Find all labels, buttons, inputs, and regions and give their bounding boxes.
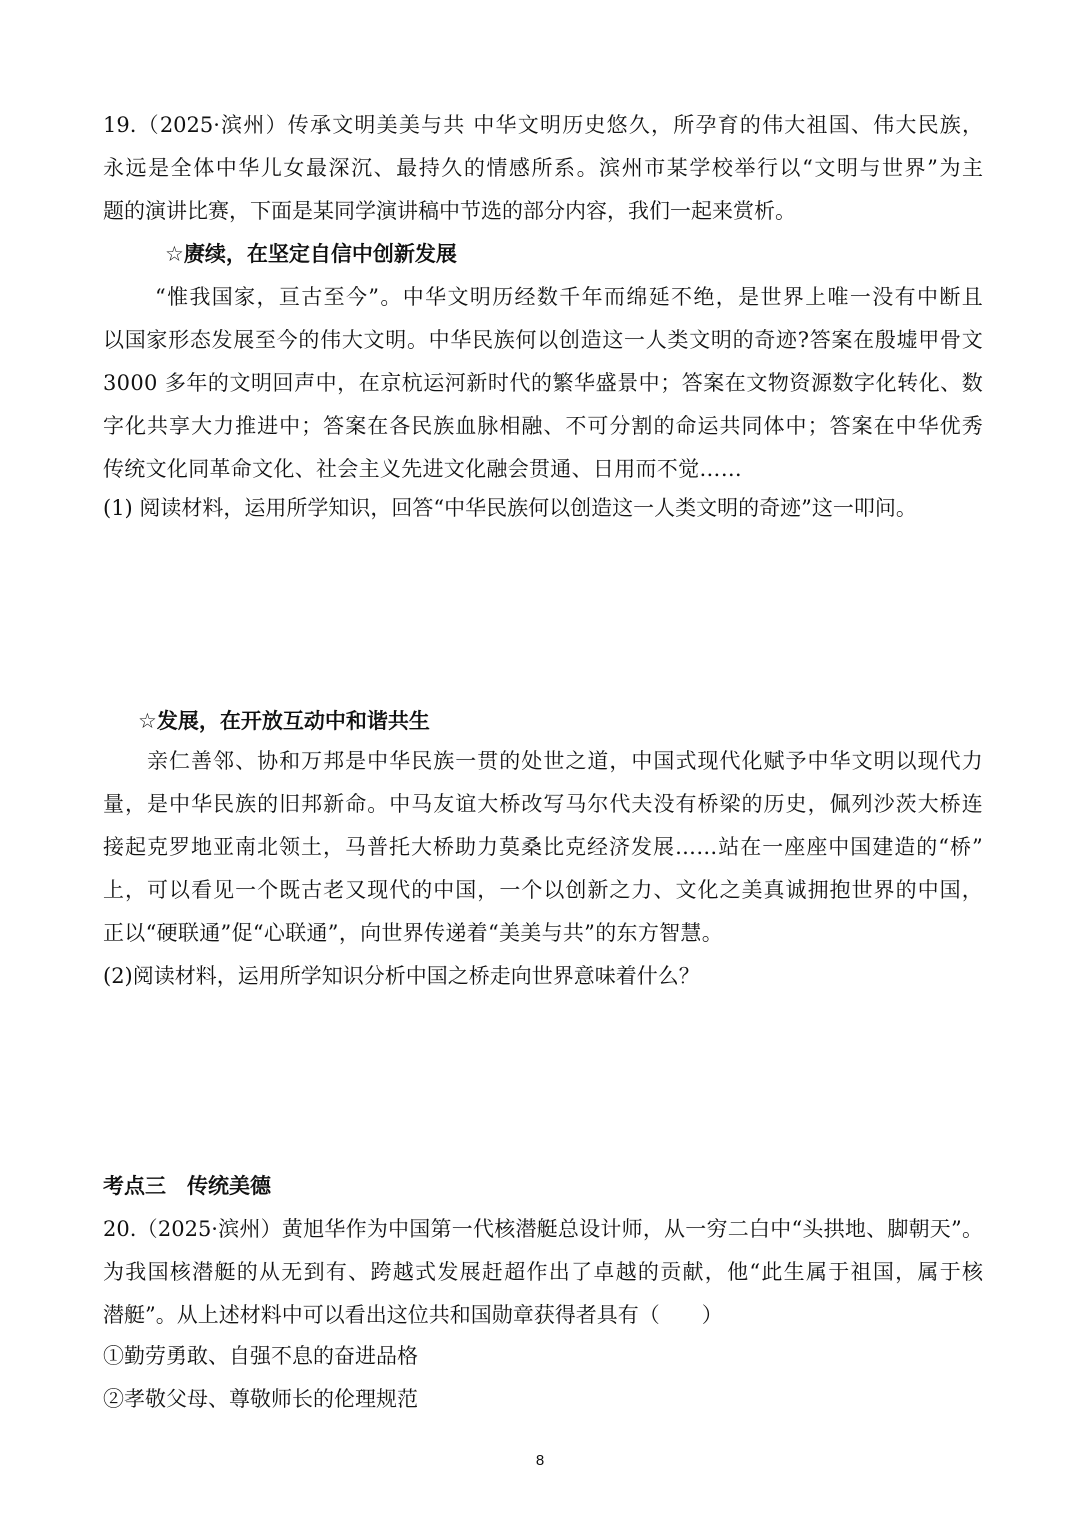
q19-line-1: 19.（2025·滨州）传承文明美美与共 中华文明历史悠久，所孕育的伟大祖国、伟大民族， xyxy=(103,113,983,137)
section2-line-4: 上，可以看见一个既古老又现代的中国，一个以创新之力、文化之美真诚拥抱世界的中国， xyxy=(103,878,983,902)
question-2: (2)阅读材料，运用所学知识分析中国之桥走向世界意味着什么？ xyxy=(103,964,700,988)
section2-line-2: 量，是中华民族的旧邦新命。中马友谊大桥改写马尔代夫没有桥梁的历史，佩列沙茨大桥连 xyxy=(103,792,983,816)
q20-line-1: 20.（2025·滨州）黄旭华作为中国第一代核潜艇总设计师，从一穷二白中“头拱地、脚朝天”。 xyxy=(103,1217,983,1241)
section1-line-5: 传统文化同革命文化、社会主义先进文化融会贯通、日用而不觉…… xyxy=(103,457,742,481)
q20-option-2: ②孝敬父母、尊敬师长的伦理规范 xyxy=(103,1387,418,1411)
section1-line-2: 以国家形态发展至今的伟大文明。中华民族何以创造这一人类文明的奇迹?答案在殷墟甲骨文 xyxy=(103,328,983,352)
section2-line-1: 亲仁善邻、协和万邦是中华民族一贯的处世之道，中国式现代化赋予中华文明以现代力 xyxy=(147,749,983,773)
q20-line-3: 潜艇”。从上述材料中可以看出这位共和国勋章获得者具有（ ） xyxy=(103,1303,723,1327)
page-number: 8 xyxy=(535,1452,545,1469)
section1-line-3: 3000 多年的文明回声中，在京杭运河新时代的繁华盛景中；答案在文物资源数字化转化、数 xyxy=(103,371,983,395)
q20-option-1: ①勤劳勇敢、自强不息的奋进品格 xyxy=(103,1344,418,1368)
section1-heading: ☆赓续，在坚定自信中创新发展 xyxy=(165,242,457,266)
q19-line-3: 题的演讲比赛，下面是某同学演讲稿中节选的部分内容，我们一起来赏析。 xyxy=(103,199,796,223)
kaodian-heading: 考点三 传统美德 xyxy=(103,1174,271,1198)
section1-line-4: 字化共享大力推进中；答案在各民族血脉相融、不可分割的命运共同体中；答案在中华优秀 xyxy=(103,414,983,438)
section1-line-1: “惟我国家，亘古至今”。中华文明历经数千年而绵延不绝，是世界上唯一没有中断且 xyxy=(155,285,983,309)
q20-line-2: 为我国核潜艇的从无到有、跨越式发展赶超作出了卓越的贡献，他“此生属于祖国，属于核 xyxy=(103,1260,983,1284)
section2-line-5: 正以“硬联通”促“心联通”，向世界传递着“美美与共”的东方智慧。 xyxy=(103,921,724,945)
section2-heading: ☆发展，在开放互动中和谐共生 xyxy=(138,709,430,733)
question-1: (1) 阅读材料，运用所学知识，回答“中华民族何以创造这一人类文明的奇迹”这一叩问。 xyxy=(103,496,917,520)
section2-line-3: 接起克罗地亚南北领土，马普托大桥助力莫桑比克经济发展……站在一座座中国建造的“桥” xyxy=(103,835,983,859)
q19-line-2: 永远是全体中华儿女最深沉、最持久的情感所系。滨州市某学校举行以“文明与世界”为主 xyxy=(103,156,983,180)
